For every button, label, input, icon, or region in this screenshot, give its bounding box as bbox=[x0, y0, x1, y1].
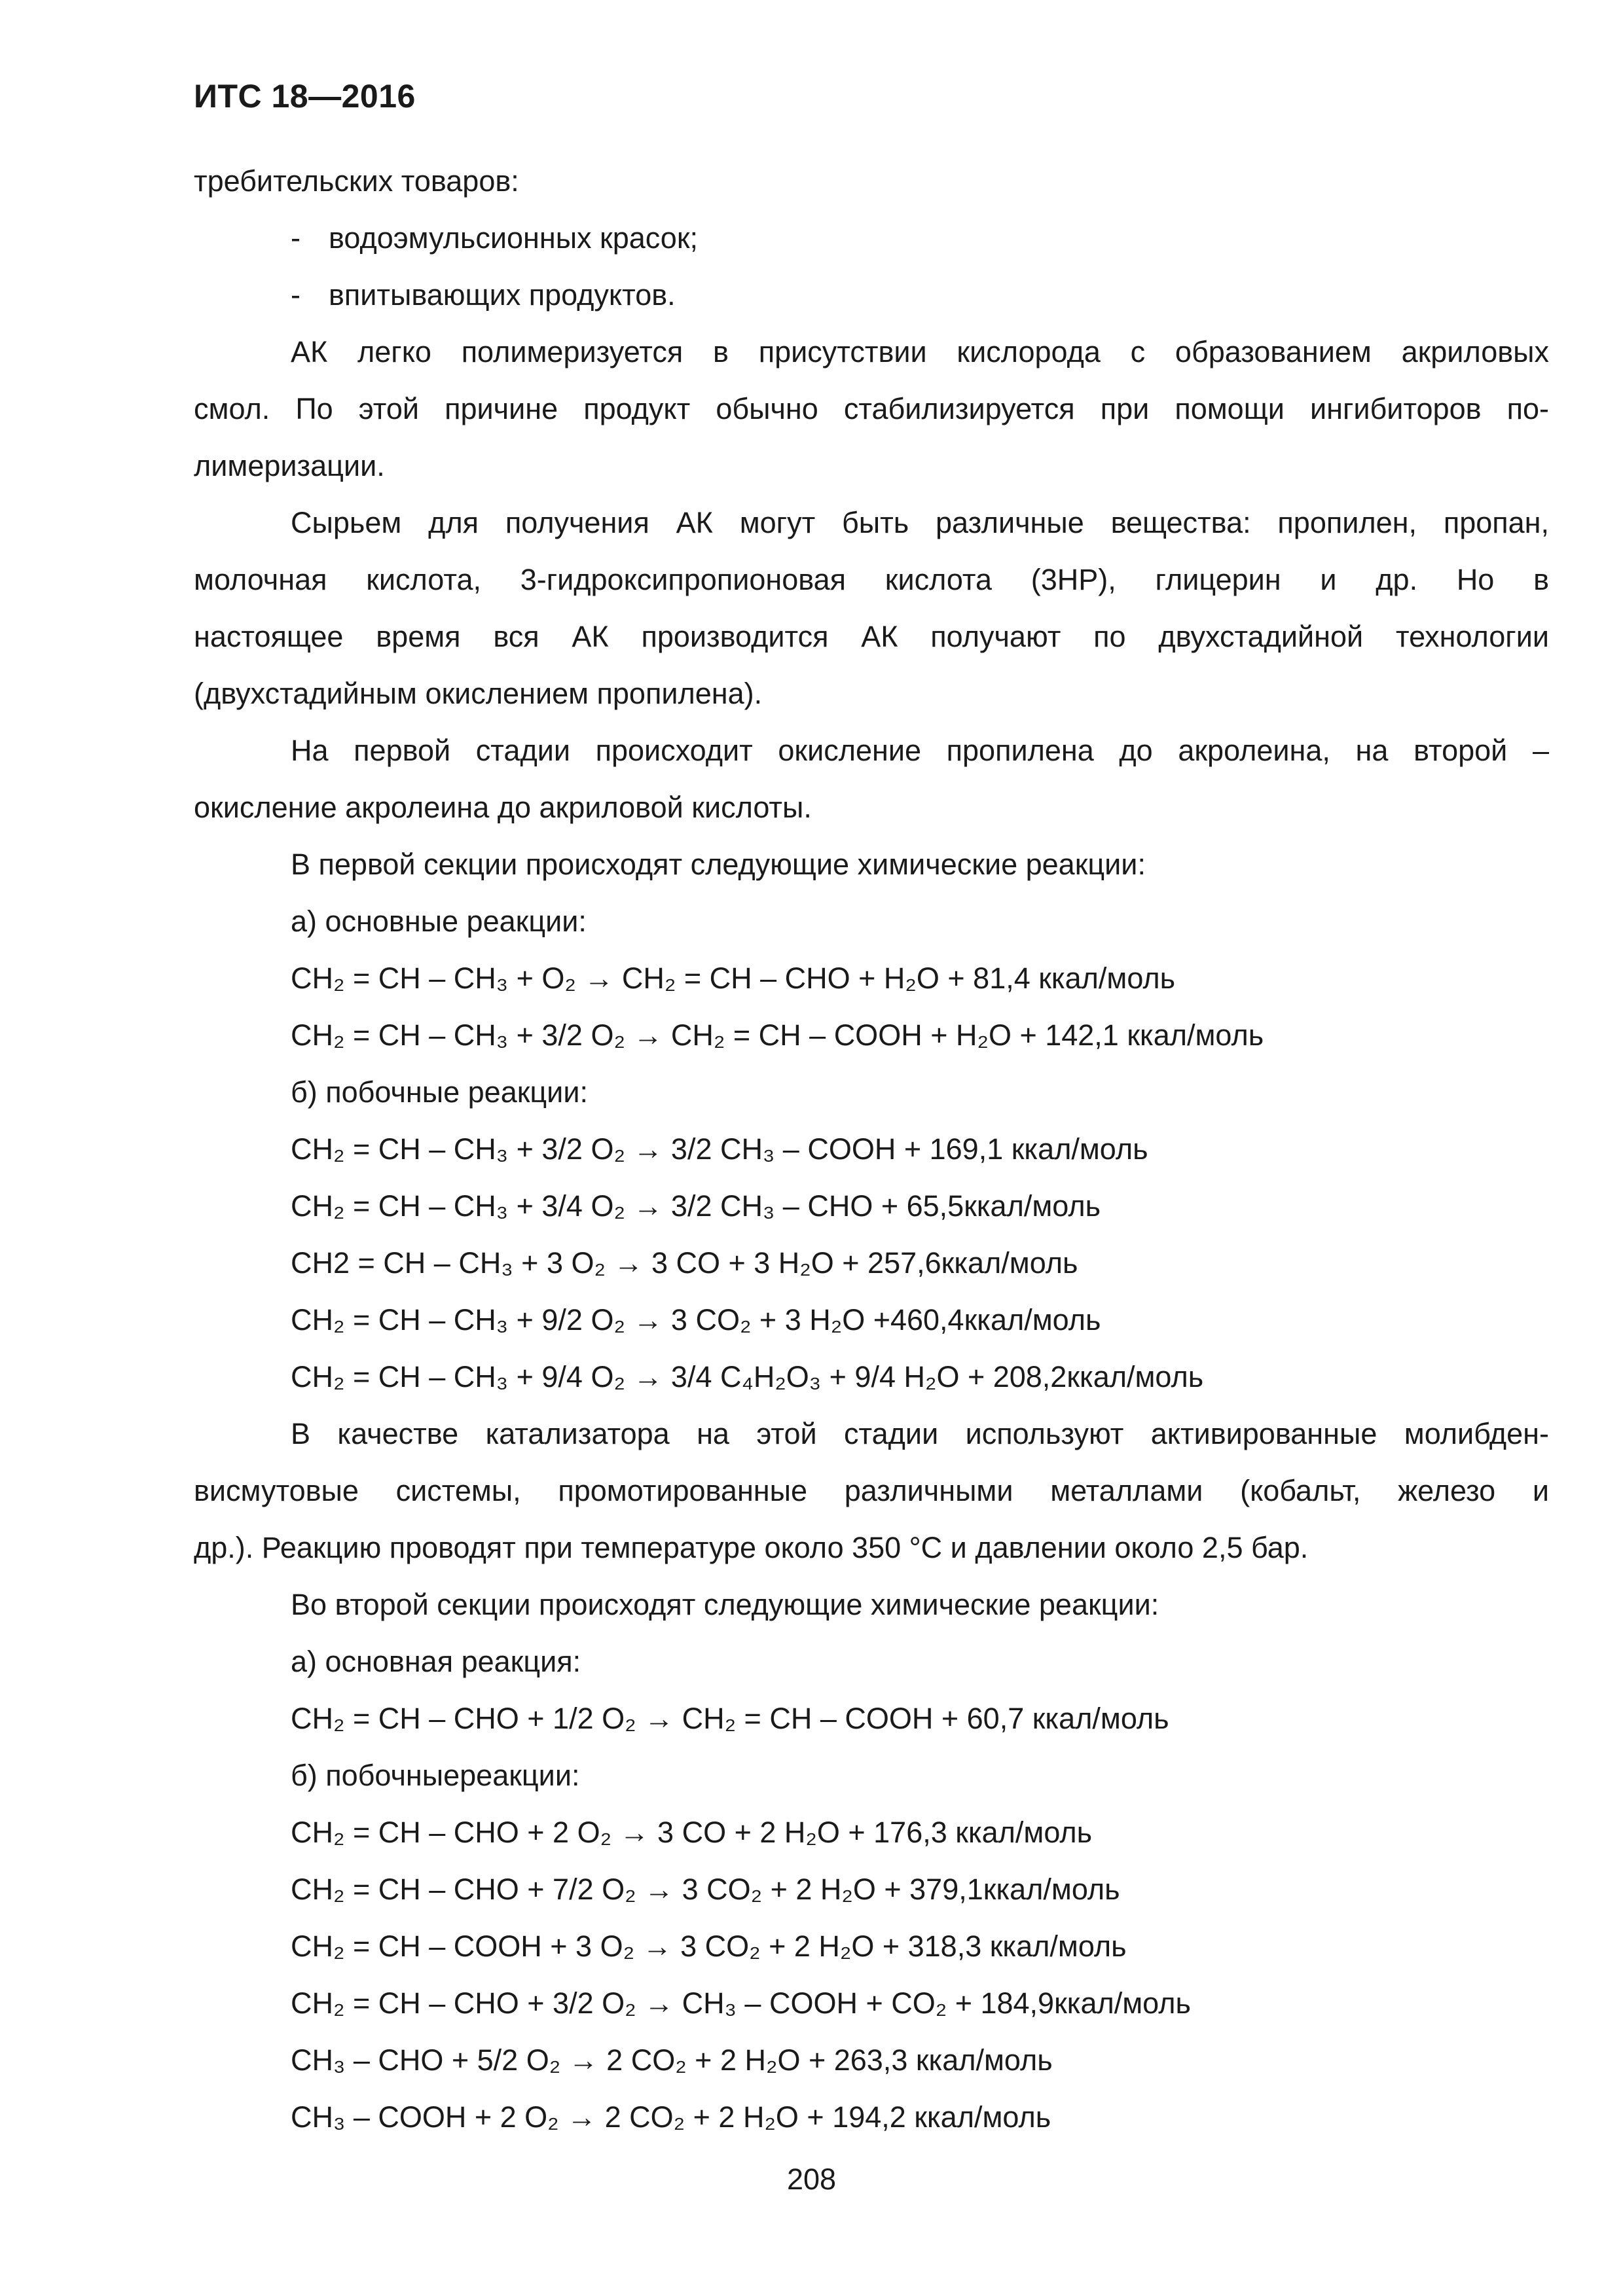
paragraph-line: висмутовые системы, промотированные различными металлами (кобальт, железо и bbox=[194, 1474, 1549, 1507]
list-dash: - bbox=[291, 221, 301, 255]
paragraph-line: смол. По этой причине продукт обычно стабилизируется при помощи ингибиторов по- bbox=[194, 392, 1549, 425]
reaction-equation: CH₂ = CH – CH₃ + O₂ → CH₂ = CH – CHO + H₂O + 81,4 ккал/моль bbox=[291, 961, 1176, 995]
list-item bbox=[194, 209, 1549, 266]
document-body bbox=[194, 152, 1549, 2145]
paragraph-line: др.). Реакцию проводят при температуре около 350 °С и давлении около 2,5 бар. bbox=[194, 1531, 1309, 1564]
reaction-equation: CH₂ = CH – CHO + 3/2 O₂ → CH₃ – COOH + CO₂ + 184,9ккал/моль bbox=[291, 1986, 1191, 2020]
reaction-equation: CH₂ = CH – CHO + 2 O₂ → 3 CO + 2 H₂O + 176,3 ккал/моль bbox=[291, 1816, 1093, 1849]
reaction-equation: CH₂ = CH – CH₃ + 9/2 O₂ → 3 CO₂ + 3 H₂O +460,4ккал/моль bbox=[291, 1303, 1101, 1336]
reaction-equation: CH₂ = CH – COOH + 3 O₂ → 3 CO₂ + 2 H₂O + 318,3 ккал/моль bbox=[291, 1929, 1127, 1963]
paragraph-line: лимеризации. bbox=[194, 449, 385, 482]
reaction-equation: CH2 = CH – CH₃ + 3 O₂ → 3 CO + 3 H₂O + 257,6ккал/моль bbox=[291, 1246, 1078, 1280]
list-dash: - bbox=[291, 278, 301, 312]
list-item-text: водоэмульсионных красок; bbox=[329, 221, 699, 255]
text-line: а) основная реакция: bbox=[291, 1645, 581, 1678]
reaction-equation: CH₂ = CH – CH₃ + 9/4 O₂ → 3/4 C₄H₂O₃ + 9/4 H₂O + 208,2ккал/моль bbox=[291, 1360, 1204, 1393]
text-line: б) побочныереакции: bbox=[291, 1759, 580, 1792]
paragraph-line: молочная кислота, 3-гидроксипропионовая кислота (3HP), глицерин и др. Но в bbox=[194, 563, 1549, 596]
list-item bbox=[194, 266, 1549, 323]
text-line: б) побочные реакции: bbox=[291, 1075, 588, 1109]
paragraph-line: Сырьем для получения АК могут быть различные вещества: пропилен, пропан, bbox=[291, 506, 1549, 539]
text-line: а) основные реакции: bbox=[291, 905, 587, 938]
paragraph-line: На первой стадии происходит окисление пропилена до акролеина, на второй – bbox=[291, 734, 1549, 767]
paragraph-line: окисление акролеина до акриловой кислоты. bbox=[194, 791, 812, 824]
reaction-equation: CH₂ = CH – CHO + 1/2 O₂ → CH₂ = CH – COOH + 60,7 ккал/моль bbox=[291, 1702, 1169, 1735]
reaction-equation: CH₃ – COOH + 2 O₂ → 2 CO₂ + 2 H₂O + 194,2 ккал/моль bbox=[291, 2100, 1051, 2134]
text-line: В первой секции происходят следующие химические реакции: bbox=[291, 848, 1146, 881]
reaction-equation: CH₂ = CH – CH₃ + 3/2 O₂ → 3/2 CH₃ – COOH + 169,1 ккал/моль bbox=[291, 1132, 1148, 1166]
text-line: Во второй секции происходят следующие химические реакции: bbox=[291, 1588, 1159, 1621]
document-header: ИТС 18—2016 bbox=[194, 78, 416, 115]
reaction-equation: CH₂ = CH – CH₃ + 3/2 O₂ → CH₂ = CH – COOH + H₂O + 142,1 ккал/моль bbox=[291, 1018, 1264, 1052]
paragraph-line: (двухстадийным окислением пропилена). bbox=[194, 677, 763, 710]
paragraph-line: настоящее время вся АК производится АК получают по двухстадийной технологии bbox=[194, 620, 1549, 653]
page-number: 208 bbox=[786, 2162, 837, 2196]
paragraph-line: требительских товаров: bbox=[194, 164, 519, 198]
reaction-equation: CH₃ – CHO + 5/2 O₂ → 2 CO₂ + 2 H₂O + 263,3 ккал/моль bbox=[291, 2043, 1053, 2077]
reaction-equation: CH₂ = CH – CH₃ + 3/4 O₂ → 3/2 CH₃ – CHO + 65,5ккал/моль bbox=[291, 1189, 1101, 1223]
list-item-text: впитывающих продуктов. bbox=[329, 278, 676, 312]
reaction-equation: CH₂ = CH – CHO + 7/2 O₂ → 3 CO₂ + 2 H₂O + 379,1ккал/моль bbox=[291, 1873, 1120, 1906]
paragraph-line: АК легко полимеризуется в присутствии кислорода с образованием акриловых bbox=[291, 335, 1549, 368]
paragraph-line: В качестве катализатора на этой стадии используют активированные молибден- bbox=[291, 1417, 1549, 1450]
